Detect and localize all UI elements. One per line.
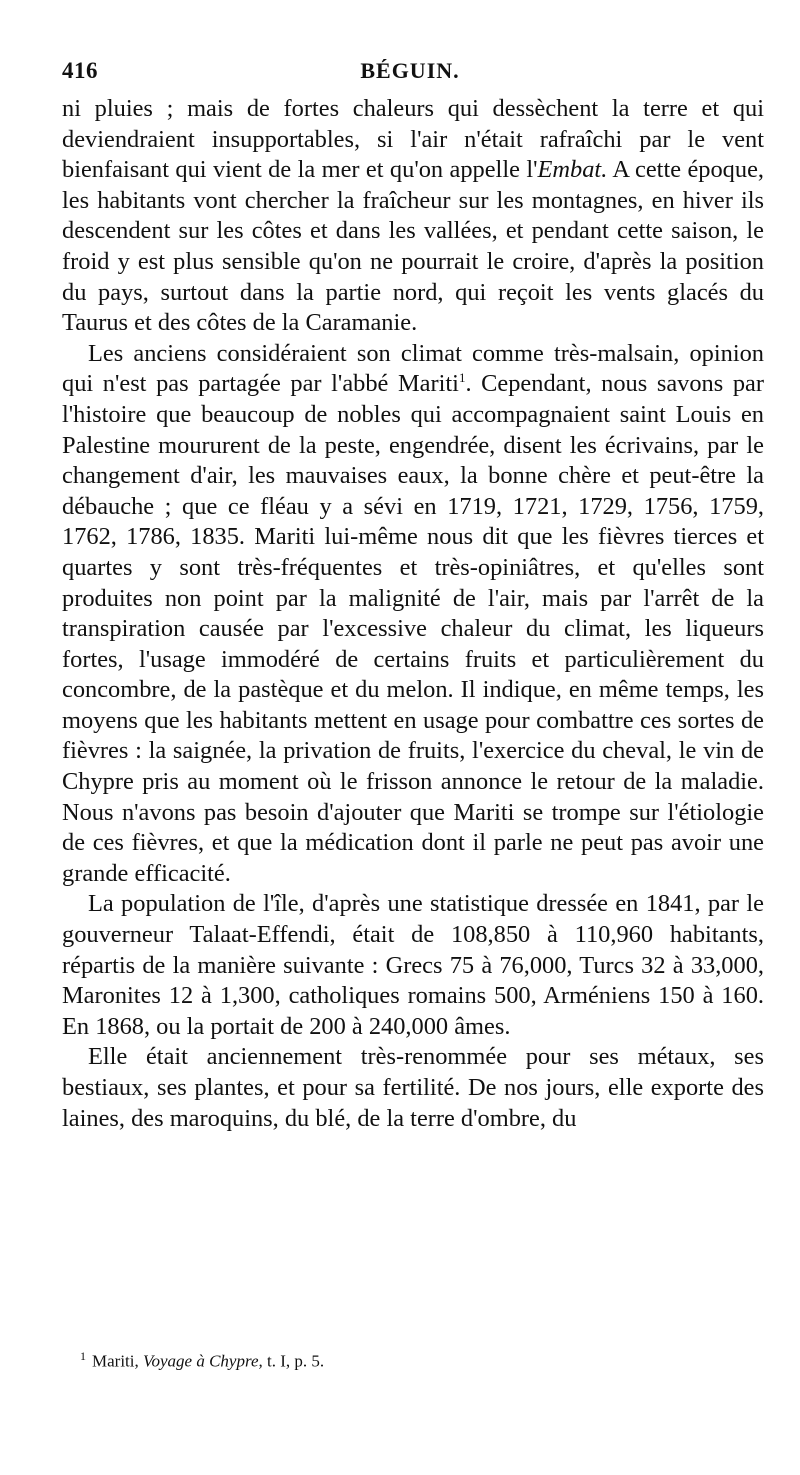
footnote-reference: 1	[458, 370, 466, 386]
page-number: 416	[62, 58, 98, 83]
footnote-mark: 1	[80, 1349, 86, 1363]
paragraph-health: Les anciens considéraient son climat comme très-malsain, opinion qui n'est pas partagée par l'abbé Mariti$^1$. Cependant, nous savons par l'histoire que beaucoup de nobles qui accompagnaient saint Louis en Palestine moururent de la peste, engendrée, disent les écrivains, par le changement d'air, les mauvaises eaux, la bonne chère et peut-être la débauche ; que ce fléau y a sévi en 1719, 1721, 1729, 1756, 1759, 1762, 1786, 1835. Mariti lui-même nous dit que les fièvres tierces et quartes y sont très-fréquentes et très-opiniâtres, et qu'elles sont produites non point par la malignité de l'air, mais par l'arrêt de la transpiration causée par l'excessive chaleur du climat, les liqueurs fortes, l'usage immodéré de certains fruits et particulièrement du concombre, de la pastèque et du melon. Il indique, en même temps, les moyens que les habitants mettent en usage pour combattre ces sortes de fièvres : la saignée, la privation de fruits, l'exercice du cheval, le vin de Chypre pris au moment où le frisson annonce le retour de la maladie. Nous n'avons pas besoin d'ajouter que Mariti se trompe sur l'étiologie de ces fièvres, et que la médication dont il parle ne peut pas avoir une grande efficacité.	[62, 339, 764, 887]
body-text	[62, 94, 764, 1134]
footnote	[80, 1345, 760, 1373]
footnote-author: Mariti,	[92, 1351, 139, 1371]
running-head: BÉGUIN.	[360, 58, 460, 83]
paragraph-climate: ni pluies ; mais de fortes chaleurs qui dessèchent la terre et qui deviendraient insupportables, si l'air n'était rafraîchi par le vent bienfaisant qui vient de la mer et qu'on appelle l'Embat. A cette époque, les habitants vont chercher la fraîcheur sur les montagnes, en hiver ils descendent sur les côtes et dans les vallées, et pendant cette saison, le froid y est plus sensible qu'on ne pourrait le croire, d'après la position du pays, surtout dans la partie nord, qui reçoit les vents glacés du Taurus et des côtes de la Caramanie.	[62, 95, 764, 337]
footnote-reference-detail: t. I, p. 5.	[267, 1351, 325, 1371]
paragraph-exports: Elle était anciennement très-renommée pour ses métaux, ses bestiaux, ses plantes, et pour sa fertilité. De nos jours, elle exporte des laines, des maroquins, du blé, de la terre d'ombre, du	[62, 1043, 764, 1132]
page-header	[62, 58, 758, 92]
paragraph-population: La population de l'île, d'après une statistique dressée en 1841, par le gouverneur Talaat-Effendi, était de 108,850 à 110,960 habitants, répartis de la manière suivante : Grecs 75 à 76,000, Turcs 32 à 33,000, Maronites 12 à 1,300, catholiques romains 500, Arméniens 150 à 160. En 1868, ou la portait de 200 à 240,000 âmes.	[62, 890, 764, 1040]
footnote-title: Voyage à Chypre,	[143, 1351, 263, 1371]
italic-term: Embat.	[537, 156, 608, 184]
